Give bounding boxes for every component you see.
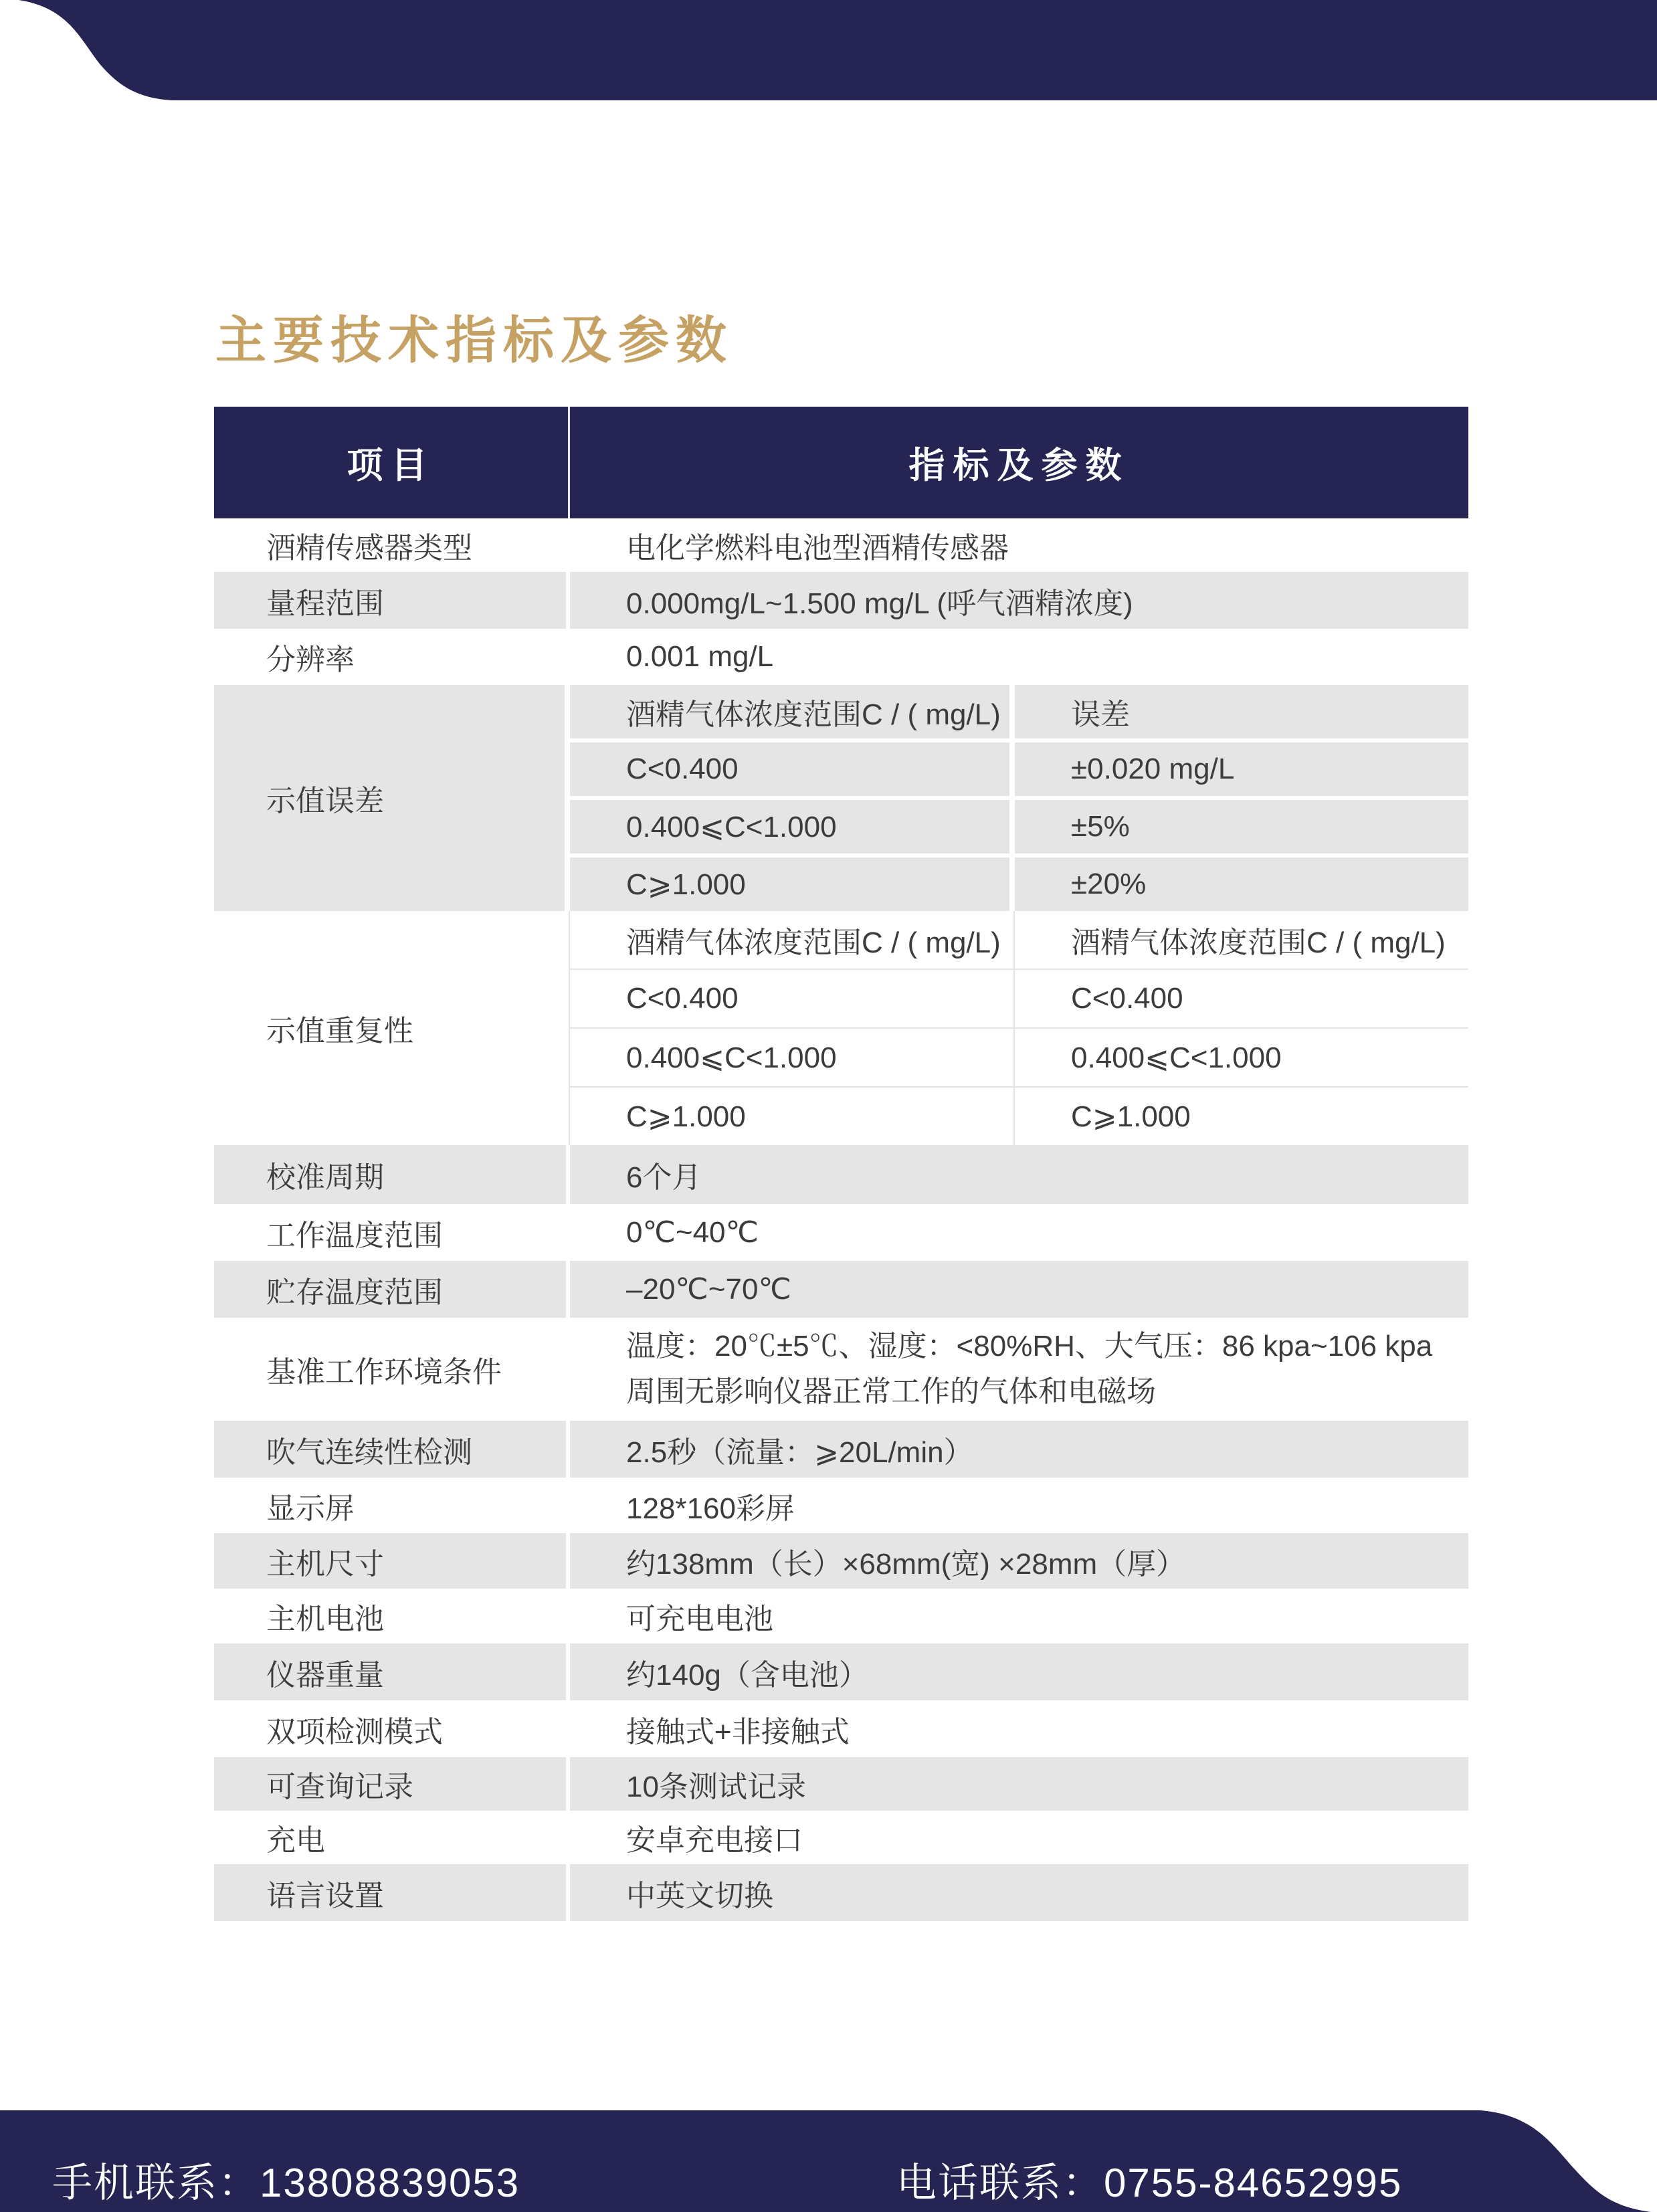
row-label: 双项检测模式 <box>214 1700 570 1757</box>
row-value: 0.001 mg/L <box>626 640 774 673</box>
sub-cell: C⩾1.000 <box>570 1088 1015 1145</box>
footer-phone-label: 电话联系： <box>896 2160 1104 2205</box>
row-label: 充电 <box>214 1811 570 1864</box>
table-row-range <box>214 572 1468 629</box>
footer-mobile-number: 13808839053 <box>260 2160 520 2205</box>
row-value: 约140g（含电池） <box>626 1658 868 1692</box>
sub-cell: C⩾1.000 <box>1015 1088 1468 1145</box>
row-value: 10条测试记录 <box>626 1771 806 1803</box>
table-row-storage-temp <box>214 1261 1468 1318</box>
table-header-spec: 指标及参数 <box>908 445 1130 486</box>
row-value-line1: 温度：20℃±5℃、湿度：<80%RH、大气压：86 kpa~106 kpa <box>626 1329 1433 1363</box>
table-row-charging <box>214 1811 1468 1864</box>
row-value: 0.000mg/L~1.500 mg/L (呼气酒精浓度) <box>626 587 1133 620</box>
row-value-line2: 周围无影响仪器正常工作的气体和电磁场 <box>626 1375 1156 1408</box>
table-row-language <box>214 1864 1468 1921</box>
table-row-operating-temp <box>214 1204 1468 1261</box>
sub-cell: 酒精气体浓度范围C / ( mg/L) <box>570 685 1015 738</box>
sub-cell: ±20% <box>1015 858 1468 911</box>
table-row-resolution <box>214 629 1468 685</box>
spec-table <box>214 407 1468 1921</box>
row-label: 语言设置 <box>214 1864 570 1921</box>
row-label: 贮存温度范围 <box>214 1261 570 1318</box>
section-label: 示值重复性 <box>214 911 570 1145</box>
sub-row <box>570 1088 1468 1145</box>
sub-cell: C<0.400 <box>570 742 1015 796</box>
sub-cell: 0.400⩽C<1.000 <box>570 800 1015 853</box>
row-value: 电化学燃料电池型酒精传感器 <box>626 532 1009 565</box>
section-subrows <box>570 685 1468 911</box>
sub-cell: C<0.400 <box>1015 970 1468 1027</box>
footer-mobile-contact <box>52 2151 520 2209</box>
footer-phone-number: 0755-84652995 <box>1104 2160 1403 2205</box>
table-row-reference-env <box>214 1318 1468 1421</box>
table-row-blow-continuity <box>214 1421 1468 1478</box>
table-header-row <box>214 407 1468 518</box>
sub-cell: C⩾1.000 <box>570 858 1015 911</box>
row-value: 2.5秒（流量：⩾20L/min） <box>626 1435 973 1469</box>
row-label: 可查询记录 <box>214 1757 570 1811</box>
table-row-weight <box>214 1643 1468 1700</box>
sub-cell: C<0.400 <box>570 970 1015 1027</box>
sub-row <box>570 1029 1468 1088</box>
row-value: 0℃~40℃ <box>626 1216 759 1249</box>
section-subrows <box>570 911 1468 1145</box>
sub-cell: 0.400⩽C<1.000 <box>570 1029 1015 1086</box>
table-row-dimensions <box>214 1533 1468 1589</box>
table-row-sensor-type <box>214 518 1468 572</box>
sub-cell: 酒精气体浓度范围C / ( mg/L) <box>1015 911 1468 969</box>
row-label: 主机尺寸 <box>214 1533 570 1589</box>
row-value: 128*160彩屏 <box>626 1492 795 1525</box>
table-row-calibration <box>214 1145 1468 1204</box>
footer-phone-contact <box>896 2151 1402 2209</box>
sub-row <box>570 858 1468 911</box>
row-label: 基准工作环境条件 <box>214 1318 570 1421</box>
row-label: 吹气连续性检测 <box>214 1421 570 1478</box>
table-row-detection-modes <box>214 1700 1468 1757</box>
row-label: 工作温度范围 <box>214 1204 570 1261</box>
sub-cell: 误差 <box>1015 685 1468 738</box>
sub-cell: ±5% <box>1015 800 1468 853</box>
row-label: 分辨率 <box>214 629 570 685</box>
sub-row <box>570 742 1468 796</box>
table-header-item: 项目 <box>214 407 570 518</box>
row-label: 校准周期 <box>214 1145 570 1204</box>
header-wave-shape <box>0 0 1657 100</box>
sub-cell: ±0.020 mg/L <box>1015 742 1468 796</box>
table-row-battery <box>214 1589 1468 1643</box>
sub-row <box>570 911 1468 970</box>
row-value: –20℃~70℃ <box>626 1273 791 1306</box>
section-label: 示值误差 <box>214 685 570 911</box>
row-value: 可充电电池 <box>626 1603 773 1635</box>
row-value: 中英文切换 <box>626 1879 773 1912</box>
row-value: 6个月 <box>626 1161 702 1194</box>
row-value <box>570 1318 1468 1421</box>
table-row-records <box>214 1757 1468 1811</box>
table-section-indication-error <box>214 685 1468 911</box>
table-row-display <box>214 1478 1468 1533</box>
sub-cell: 酒精气体浓度范围C / ( mg/L) <box>570 911 1015 969</box>
footer-mobile-label: 手机联系： <box>52 2160 260 2205</box>
row-label: 量程范围 <box>214 572 570 629</box>
sub-row <box>570 685 1468 738</box>
sub-row <box>570 970 1468 1029</box>
row-value: 安卓充电接口 <box>626 1824 803 1857</box>
row-value: 约138mm（长）×68mm(宽) ×28mm（厚） <box>626 1547 1186 1581</box>
sub-row <box>570 800 1468 853</box>
row-label: 显示屏 <box>214 1478 570 1533</box>
row-value: 接触式+非接触式 <box>626 1715 850 1748</box>
table-section-repeatability <box>214 911 1468 1145</box>
row-label: 酒精传感器类型 <box>214 518 570 572</box>
sub-cell: 0.400⩽C<1.000 <box>1015 1029 1468 1086</box>
row-label: 主机电池 <box>214 1589 570 1643</box>
page-title: 主要技术指标及参数 <box>215 312 733 369</box>
row-label: 仪器重量 <box>214 1643 570 1700</box>
